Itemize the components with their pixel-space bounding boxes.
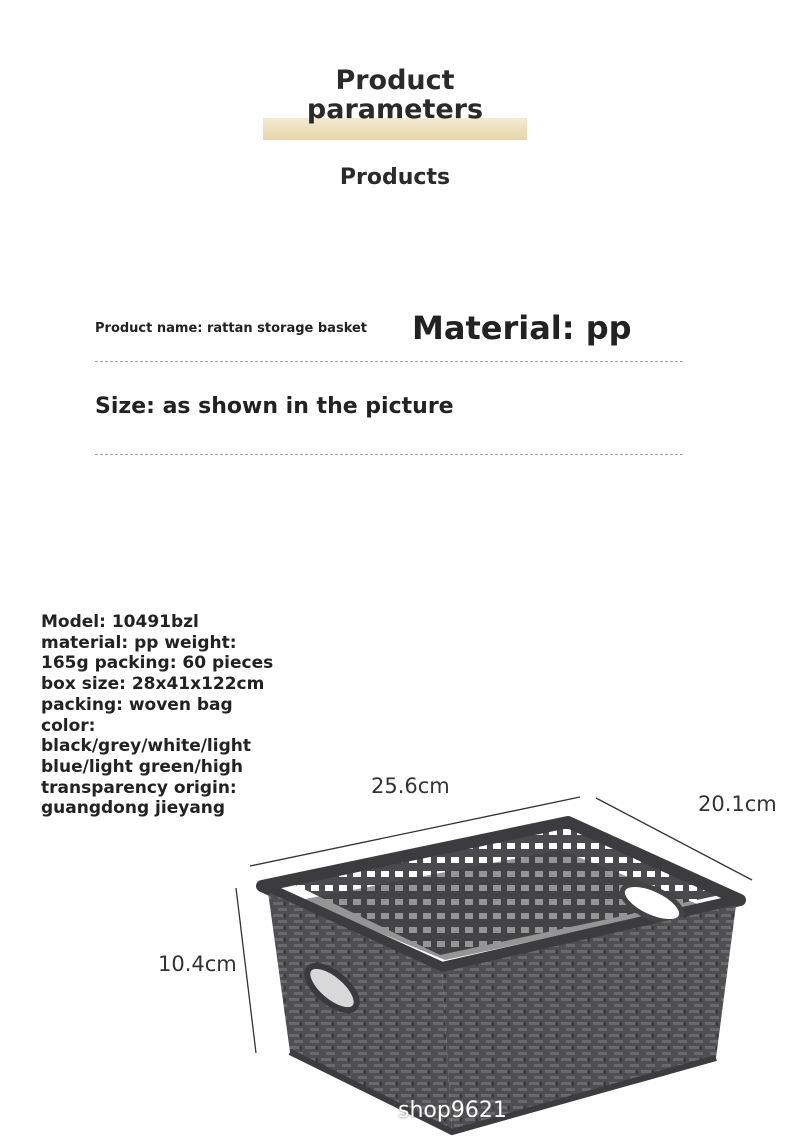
spec-line: 165g packing: 60 pieces <box>41 653 274 674</box>
length-label: 25.6cm <box>371 774 450 798</box>
size-text: Size: as shown in the picture <box>95 394 454 419</box>
page-title: Product parameters <box>306 65 484 125</box>
spec-line: box size: 28x41x122cm <box>41 674 265 695</box>
spec-line: black/grey/white/light <box>41 736 251 757</box>
watermark-text: shop9621 <box>398 1098 507 1123</box>
height-label: 10.4cm <box>158 952 237 976</box>
section-subtitle: Products <box>339 165 451 190</box>
material-text: Material: pp <box>412 309 632 347</box>
spec-line: guangdong jieyang <box>41 798 226 819</box>
product-name-text: Product name: rattan storage basket <box>95 321 368 336</box>
height-dimension-line <box>236 888 256 1053</box>
spec-line: material: pp weight: <box>41 632 237 653</box>
width-label: 20.1cm <box>698 792 777 816</box>
spec-line: transparency origin: <box>41 777 237 798</box>
spec-line: color: <box>41 715 96 736</box>
spec-line: blue/light green/high <box>41 756 243 777</box>
spec-line: Model: 10491bzl <box>41 612 199 632</box>
spec-line: packing: woven bag <box>41 694 233 715</box>
basket-icon <box>262 822 740 1132</box>
